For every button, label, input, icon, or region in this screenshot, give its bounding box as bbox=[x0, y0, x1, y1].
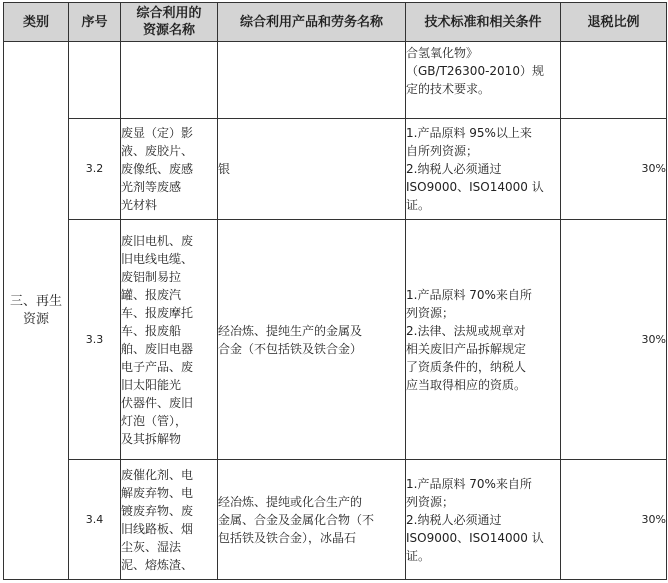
header-row bbox=[4, 3, 667, 42]
resource-line: 镀废弃物、废 bbox=[121, 503, 194, 518]
product-cell bbox=[218, 460, 406, 580]
resource-line: 液、废胶片、 bbox=[121, 144, 194, 158]
standard-line: 列资源； bbox=[406, 494, 455, 509]
seq-cell: 3.2 bbox=[69, 119, 121, 220]
resource-cell bbox=[121, 460, 218, 580]
resource-line: 废显（定）影 bbox=[121, 126, 194, 140]
standard-line: 了资质条件的，纳税人 bbox=[406, 359, 527, 374]
standard-line: 自所列资源； bbox=[406, 144, 479, 158]
resource-line: 车、报废船 bbox=[121, 323, 182, 338]
header-seq: 序号 bbox=[69, 3, 121, 42]
resource-line: 废旧电机、废 bbox=[121, 233, 194, 248]
category-line2: 资源 bbox=[22, 311, 49, 327]
resource-line: 旧线路板、烟 bbox=[121, 521, 194, 536]
standard-cell bbox=[406, 220, 561, 460]
table-row bbox=[4, 220, 667, 460]
resource-cell bbox=[121, 119, 218, 220]
ratio-cell: 30% bbox=[561, 220, 667, 460]
product-line: 包括铁及铁合金），冰晶石 bbox=[218, 530, 357, 545]
standard-line: 合氢氧化物》 bbox=[406, 46, 479, 60]
standard-line: 1.产品原料 70%来自所 bbox=[406, 287, 532, 302]
table-row bbox=[4, 42, 667, 119]
resource-line: 伏器件、废旧 bbox=[121, 395, 194, 410]
resource-line: 车、报废摩托 bbox=[121, 305, 194, 320]
table-row bbox=[4, 119, 667, 220]
resource-line: 灯泡（管）， bbox=[121, 413, 188, 428]
standard-line: 定的技术要求。 bbox=[406, 82, 491, 96]
product-cell: 银 bbox=[218, 119, 406, 220]
category-line1: 三、再生 bbox=[9, 293, 62, 309]
resource-line: 旧太阳能光 bbox=[121, 377, 182, 392]
tax-refund-table bbox=[3, 2, 667, 580]
product-line: 合金（不包括铁及铁合金） bbox=[218, 341, 363, 356]
product-cell bbox=[218, 42, 406, 119]
standard-cell bbox=[406, 119, 561, 220]
ratio-cell bbox=[561, 42, 667, 119]
standard-line: 相关废旧产品拆解规定 bbox=[406, 341, 527, 356]
standard-line: 2.法律、法规或规章对 bbox=[406, 323, 526, 338]
seq-cell: 3.3 bbox=[69, 220, 121, 460]
standard-line: 2.纳税人必须通过 bbox=[406, 512, 502, 527]
header-product: 综合利用产品和劳务名称 bbox=[218, 3, 406, 42]
standard-line: ISO9000、ISO14000 认 bbox=[406, 180, 544, 194]
product-line: 经冶炼、提纯生产的金属及 bbox=[218, 323, 363, 338]
seq-cell: 3.4 bbox=[69, 460, 121, 580]
resource-line: 废铝制易拉 bbox=[121, 269, 182, 284]
standard-line: ISO9000、ISO14000 认 bbox=[406, 530, 544, 545]
resource-line: 电子产品、废 bbox=[121, 359, 194, 374]
standard-cell bbox=[406, 460, 561, 580]
ratio-cell: 30% bbox=[561, 460, 667, 580]
resource-line: 舶、废旧电器 bbox=[121, 341, 194, 356]
resource-line: 尘灰、湿法 bbox=[121, 539, 182, 554]
product-line: 经冶炼、提纯或化合生产的 bbox=[218, 494, 363, 509]
standard-line: 证。 bbox=[406, 198, 431, 212]
resource-cell bbox=[121, 220, 218, 460]
header-resource bbox=[121, 3, 218, 42]
standard-line: （GB/T26300-2010）规 bbox=[406, 64, 544, 78]
header-resource-line2: 资源名称 bbox=[142, 23, 195, 38]
resource-line: 光材料 bbox=[121, 198, 158, 212]
resource-cell bbox=[121, 42, 218, 119]
resource-line: 及其拆解物 bbox=[121, 431, 182, 446]
product-line: 金属、合金及金属化合物（不 bbox=[218, 512, 375, 527]
ratio-cell: 30% bbox=[561, 119, 667, 220]
standard-line: 1.产品原料 70%来自所 bbox=[406, 476, 532, 491]
standard-line: 列资源； bbox=[406, 305, 455, 320]
resource-line: 废催化剂、电 bbox=[121, 467, 194, 482]
header-category: 类别 bbox=[4, 3, 69, 42]
standard-line: 证。 bbox=[406, 548, 431, 563]
header-standard: 技术标准和相关条件 bbox=[406, 3, 561, 42]
seq-cell bbox=[69, 42, 121, 119]
resource-line: 废像纸、废感 bbox=[121, 162, 194, 176]
standard-cell bbox=[406, 42, 561, 119]
resource-line: 光剂等废感 bbox=[121, 180, 182, 194]
resource-line: 解废弃物、电 bbox=[121, 485, 194, 500]
header-ratio: 退税比例 bbox=[561, 3, 667, 42]
resource-line: 泥、熔炼渣、 bbox=[121, 557, 194, 572]
standard-line: 2.纳税人必须通过 bbox=[406, 162, 502, 176]
product-cell bbox=[218, 220, 406, 460]
resource-line: 旧电线电缆、 bbox=[121, 251, 194, 266]
standard-line: 1.产品原料 95%以上来 bbox=[406, 126, 532, 140]
table-row bbox=[4, 460, 667, 580]
resource-line: 罐、报废汽 bbox=[121, 287, 182, 302]
category-cell bbox=[4, 42, 69, 580]
header-resource-line1: 综合利用的 bbox=[136, 6, 202, 21]
standard-line: 应当取得相应的资质。 bbox=[406, 377, 527, 392]
